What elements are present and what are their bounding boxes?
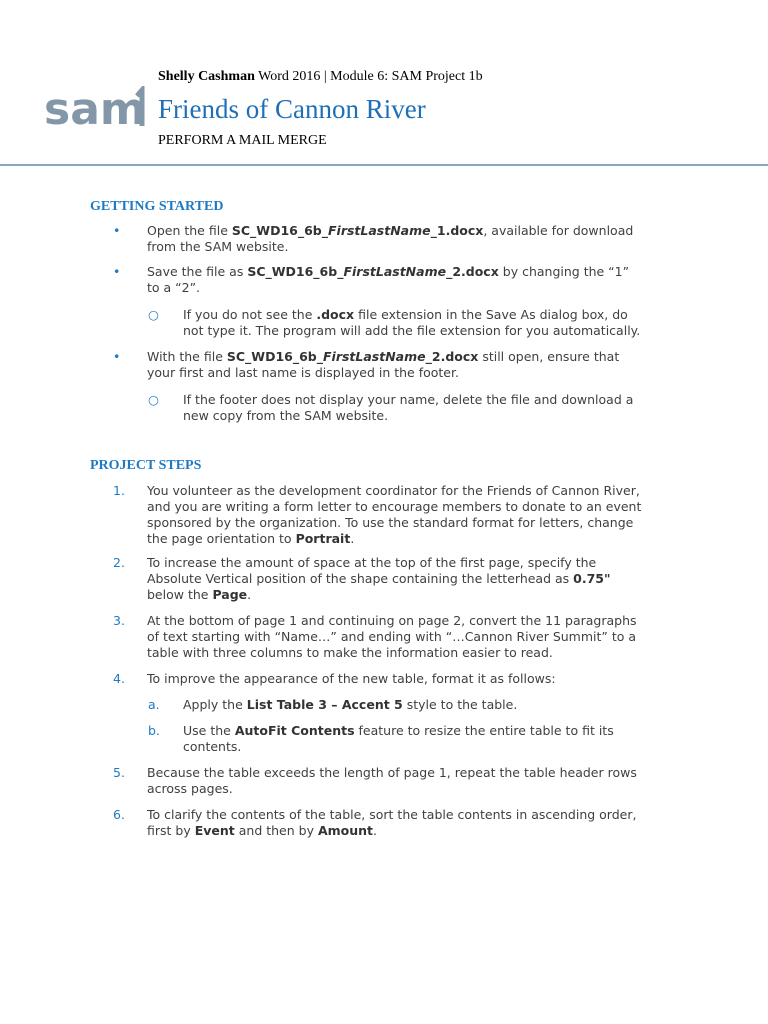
step-number: 2. [113,555,125,570]
getting-started-subitem-1: If you do not see the .docx file extension in the Save As dialog box, do not type it. The program will add the file extension for you automatically. [183,307,641,338]
project-step-2: To increase the amount of space at the top of the first page, specify the Absolute Vertical position of the shape containing the letterhead as 0.75" below the Page. [147,555,611,602]
project-step-4b: Use the AutoFit Contents feature to resize the entire table to fit its contents. [183,723,614,754]
getting-started-item-2: Save the file as SC_WD16_6b_FirstLastName_2.docx by changing the “1” to a “2”. [147,264,630,295]
step-number: 3. [113,613,125,628]
header-divider [0,164,768,166]
project-step-5: Because the table exceeds the length of page 1, repeat the table header rows across pages. [147,765,637,796]
step-number: 5. [113,765,125,780]
step-number: 6. [113,807,125,822]
project-step-1: You volunteer as the development coordinator for the Friends of Cannon River, and you are writing a form letter to encourage members to donate to an event sponsored by the organization. To use the standard format for letters, change the page orientation to Portrait. [147,483,642,546]
substep-letter: b. [148,723,160,738]
substep-letter: a. [148,697,160,712]
sam-logo-icon [44,86,148,128]
bullet-icon: • [113,264,121,279]
project-step-4: To improve the appearance of the new table, format it as follows: [147,671,556,686]
series-line [158,69,483,85]
document-subtitle: PERFORM A MAIL MERGE [158,133,327,148]
sub-bullet-icon: ○ [148,392,159,407]
getting-started-subitem-2: If the footer does not display your name, delete the file and download a new copy from the SAM website. [183,392,634,423]
project-step-3: At the bottom of page 1 and continuing on page 2, convert the 11 paragraphs of text starting with “Name…” and ending with “…Cannon River Summit” to a table with three columns to make the information easier to read. [147,613,637,660]
document-header [0,0,768,166]
getting-started-item-1: Open the file SC_WD16_6b_FirstLastName_1.docx, available for download from the SAM website. [147,223,634,254]
sub-bullet-icon: ○ [148,307,159,322]
project-steps-heading: PROJECT STEPS [90,458,202,473]
sam-logo-text: sam [44,86,146,128]
step-number: 4. [113,671,125,686]
document-title: Friends of Cannon River [158,94,426,124]
step-number: 1. [113,483,125,498]
project-step-4a: Apply the List Table 3 – Accent 5 style to the table. [183,697,518,712]
bullet-icon: • [113,349,121,364]
series-rest: Word 2016 | Module 6: SAM Project 1b [254,69,483,84]
getting-started-heading: GETTING STARTED [90,199,224,214]
getting-started-item-3: With the file SC_WD16_6b_FirstLastName_2.docx still open, ensure that your first and last name is displayed in the footer. [147,349,620,380]
series-bold: Shelly Cashman [158,69,255,84]
bullet-icon: • [113,223,121,238]
project-step-6: To clarify the contents of the table, sort the table contents in ascending order, first by Event and then by Amount. [147,807,637,838]
